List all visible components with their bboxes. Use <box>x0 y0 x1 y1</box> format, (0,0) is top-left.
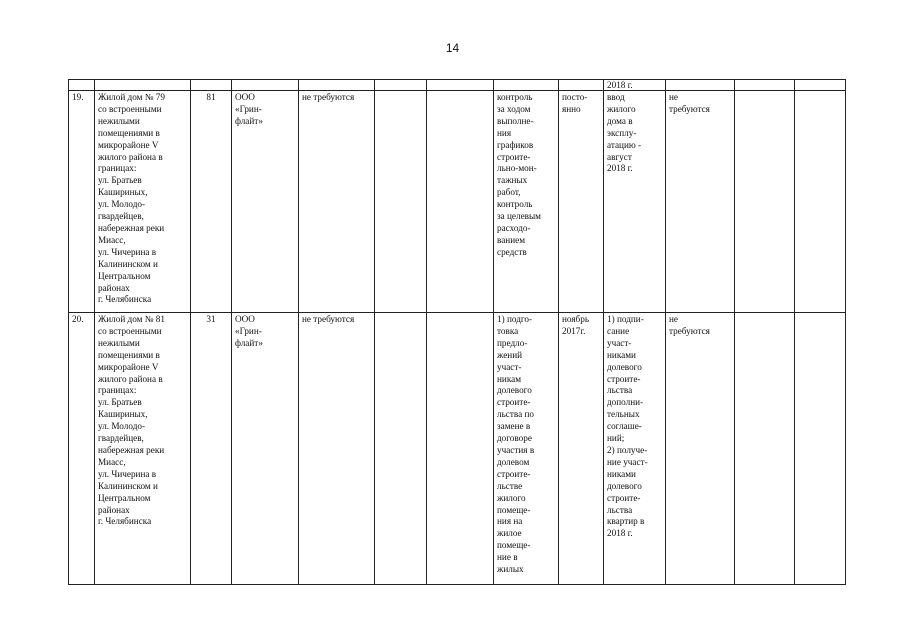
empty-cell <box>375 91 427 313</box>
program-table <box>68 79 846 585</box>
table-cell <box>559 80 604 91</box>
empty-cell <box>795 91 846 313</box>
page-number: 14 <box>445 41 460 55</box>
object-name-cell: Жилой дом № 79 со встроенными нежилыми помещениями в микрорайоне V жилого района в границах: ул. Братьев Кашириных, ул. Молодо- гвардейцев, набережная реки Миасс, ул. Чичерина в Калининском и Центральном районах г. Челябинска <box>95 91 191 313</box>
count-cell: 81 <box>191 91 232 313</box>
result-required-cell: не требуются <box>666 91 735 313</box>
period-cell: посто- янно <box>559 91 604 313</box>
measure-cell: 1) подго- товка предло- жений участ- никам долевого строите- льства по замене в договоре участия в долевом строите- льстве жилого помеще- ния на жилое помеще- ние в жилых <box>494 313 559 585</box>
table-cell <box>95 80 191 91</box>
table-cell <box>69 80 95 91</box>
table-cell <box>299 80 375 91</box>
result-required-cell: не требуются <box>666 313 735 585</box>
object-name-cell: Жилой дом № 81 со встроенными нежилыми помещениями в микрорайоне V жилого района в границах: ул. Братьев Кашириных, ул. Молодо- гвардейцев, набережная реки Миасс, ул. Чичерина в Калининском и Центральном районах г. Челябинска <box>95 313 191 585</box>
required-cell: не требуются <box>299 91 375 313</box>
empty-cell <box>427 313 494 585</box>
table-cell <box>666 80 735 91</box>
empty-cell <box>375 313 427 585</box>
row-number: 19. <box>69 91 95 313</box>
table-cell <box>232 80 299 91</box>
continuation-row <box>69 80 846 91</box>
table-cell <box>427 80 494 91</box>
row-number: 20. <box>69 313 95 585</box>
result-cell: 1) подпи- сание участ- никами долевого строите- льства дополни- тельных соглаше- ний; 2) получе- ние участ- никами долевого строите- льства квартир в 2018 г. <box>604 313 666 585</box>
count-cell: 31 <box>191 313 232 585</box>
developer-cell: ООО «Грин- флайт» <box>232 313 299 585</box>
empty-cell <box>427 91 494 313</box>
continuation-result-cell: 2018 г. <box>604 80 666 91</box>
required-cell: не требуются <box>299 313 375 585</box>
table-row <box>69 91 846 313</box>
measure-cell: контроль за ходом выполне- ния графиков строите- льно-мон- тажных работ, контроль за целевым расходо- ванием средств <box>494 91 559 313</box>
result-cell: ввод жилого дома в эксплу- атацию - август 2018 г. <box>604 91 666 313</box>
table-cell <box>375 80 427 91</box>
period-cell: ноябрь 2017г. <box>559 313 604 585</box>
developer-cell: ООО «Грин- флайт» <box>232 91 299 313</box>
table-cell <box>735 80 795 91</box>
table-cell <box>191 80 232 91</box>
table-row <box>69 313 846 585</box>
table-cell <box>494 80 559 91</box>
empty-cell <box>795 313 846 585</box>
empty-cell <box>735 313 795 585</box>
empty-cell <box>735 91 795 313</box>
table-cell <box>795 80 846 91</box>
